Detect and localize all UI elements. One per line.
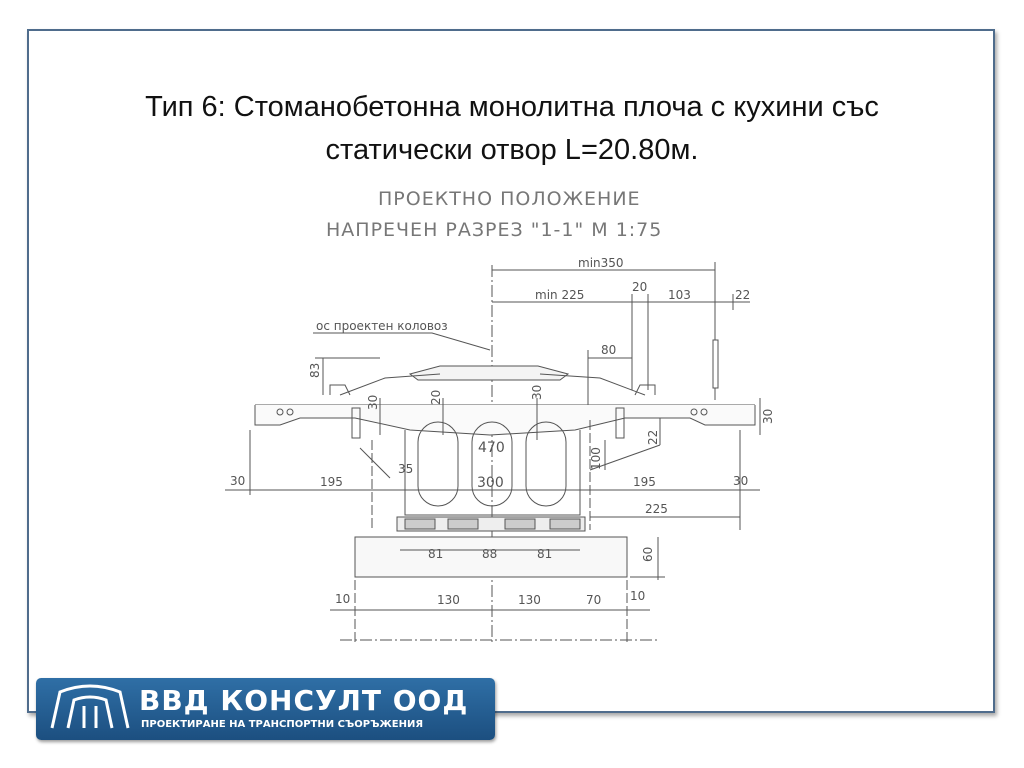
dim-60: 60 — [641, 546, 655, 562]
dim-30-right-v: 30 — [761, 408, 775, 424]
dim-130-right: 130 — [518, 593, 541, 607]
dim-81-left: 81 — [428, 547, 444, 561]
slide-title-line1: Тип 6: Стоманобетонна монолитна плоча с кухини със — [145, 91, 879, 123]
dim-min350: min350 — [578, 256, 624, 270]
axis-leader — [313, 333, 490, 350]
drawing-heading-line1: ПРОЕКТНО ПОЛОЖЕНИЕ — [378, 188, 641, 210]
dim-20-mid: 20 — [429, 389, 443, 405]
dim-300: 300 — [477, 475, 504, 491]
dim-195-right: 195 — [633, 475, 656, 489]
dim-83: 83 — [308, 362, 322, 378]
dim-10-right: 10 — [630, 589, 646, 603]
dim-10-left: 10 — [335, 592, 351, 606]
logo-name: ВВД КОНСУЛТ ООД — [139, 684, 469, 717]
dim-30-mid: 30 — [530, 384, 544, 400]
dim-130-left: 130 — [437, 593, 460, 607]
dim-30-right: 30 — [733, 474, 749, 488]
dim-20-top: 20 — [632, 280, 648, 294]
dim-103: 103 — [668, 288, 691, 302]
slide-title-line2: статически отвор L=20.80м. — [325, 134, 699, 166]
dim-22-right: 22 — [646, 429, 660, 445]
dim-30-left-v: 30 — [366, 394, 380, 410]
dim-81-right: 81 — [537, 547, 553, 561]
dim-225: 225 — [645, 502, 668, 516]
dim-70: 70 — [586, 593, 602, 607]
dim-35: 35 — [398, 462, 414, 476]
drawing-heading-line2: НАПРЕЧЕН РАЗРЕЗ "1-1" М 1:75 — [326, 219, 663, 241]
dim-470: 470 — [478, 440, 505, 456]
logo-tagline: ПРОЕКТИРАНЕ НА ТРАНСПОРТНИ СЪОРЪЖЕНИЯ — [141, 719, 424, 730]
dim-195-left: 195 — [320, 475, 343, 489]
company-logo — [36, 678, 495, 740]
bridge-logo-icon — [46, 684, 134, 734]
void-left — [418, 422, 458, 506]
dim-80: 80 — [601, 343, 617, 357]
void-right — [526, 422, 566, 506]
dim-88: 88 — [482, 547, 498, 561]
axis-label: ос проектен коловоз — [316, 319, 448, 333]
dim-100: 100 — [589, 447, 603, 470]
dim-min225: min 225 — [535, 288, 585, 302]
dim-30-left: 30 — [230, 474, 246, 488]
dim-22-top: 22 — [735, 288, 751, 302]
